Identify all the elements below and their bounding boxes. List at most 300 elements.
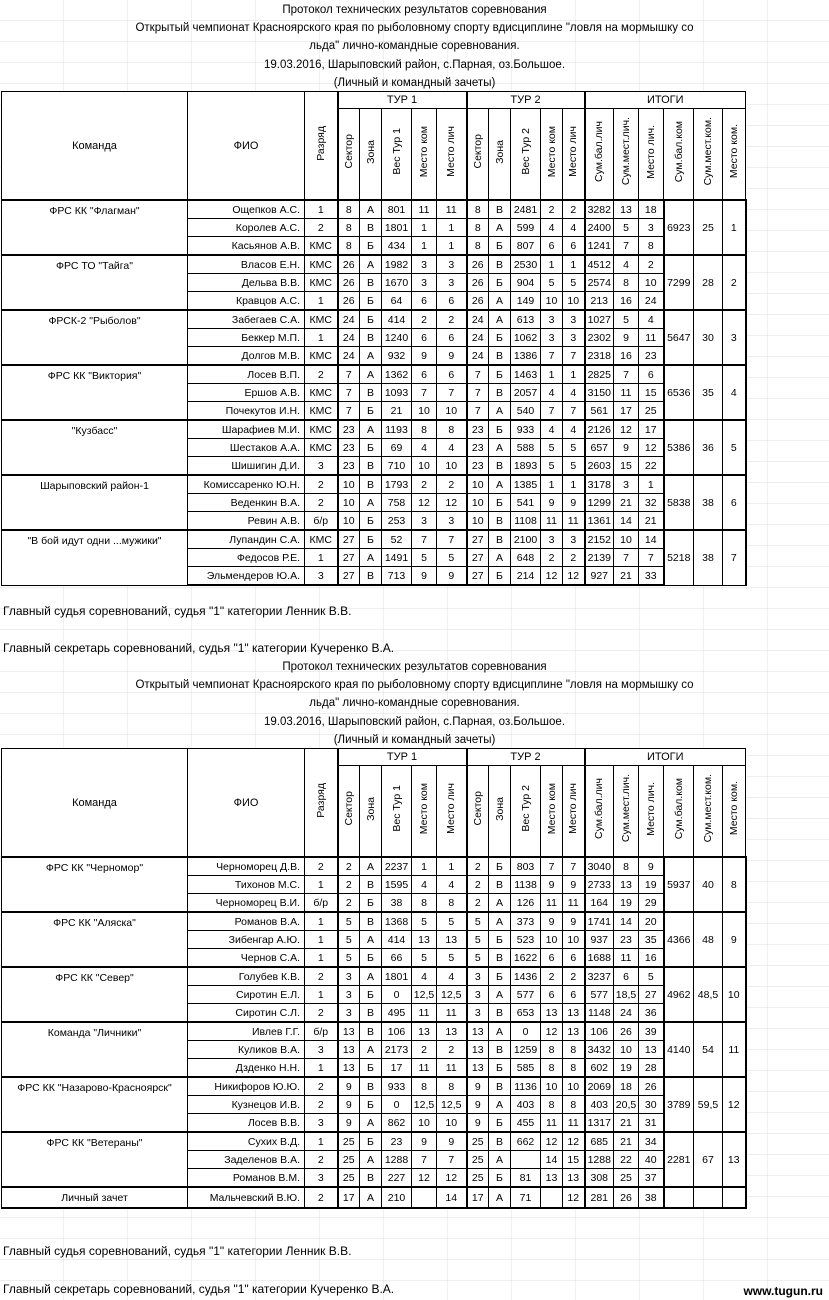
- cell: 7: [563, 857, 585, 876]
- cell: 5: [541, 439, 563, 457]
- col-sum-places-ind: [614, 766, 639, 858]
- cell: 1670: [382, 274, 412, 292]
- cell: 6: [563, 986, 585, 1004]
- cell: 2574: [585, 274, 614, 292]
- cell: 13: [614, 200, 639, 219]
- participant-name: Шишигин Д.И.: [188, 457, 305, 476]
- cell: 38: [639, 1187, 664, 1208]
- cell: 9: [563, 876, 585, 894]
- participant-name: Сиротин С.Л.: [188, 1004, 305, 1023]
- cell: А: [360, 1187, 382, 1208]
- cell: 19: [639, 876, 664, 894]
- cell: 22: [614, 1151, 639, 1169]
- col-rank-label: Разряд: [314, 782, 327, 818]
- team-place: [723, 1187, 746, 1208]
- cell: 1622: [511, 949, 541, 968]
- cell: КМС: [305, 402, 338, 421]
- team-sum-places: 30: [694, 310, 723, 365]
- team-name: ФРС КК "Ветераны": [2, 1132, 188, 1187]
- championship-line-2: льда" лично-командные соревнования.: [309, 40, 520, 53]
- cell: 1: [305, 292, 338, 311]
- cell: Б: [489, 857, 511, 876]
- cell: 11: [541, 894, 563, 913]
- team-sum-points: 5386: [664, 420, 694, 475]
- cell: 3: [541, 310, 563, 329]
- cell: 14: [541, 1151, 563, 1169]
- participant-name: Касьянов А.В.: [188, 237, 305, 256]
- participant-name: Беккер М.П.: [188, 329, 305, 347]
- cell: 34: [639, 1132, 664, 1151]
- cell: 5: [541, 274, 563, 292]
- cell: 713: [382, 567, 412, 586]
- col-sum-points-team-label: Сум.бал.ком: [672, 777, 685, 840]
- cell: 24: [639, 292, 664, 311]
- participant-name: Черноморец В.И.: [188, 894, 305, 913]
- cell: 18: [614, 1077, 639, 1096]
- cell: 8: [437, 894, 467, 913]
- cell: 2: [563, 549, 585, 567]
- cell: 2173: [382, 1041, 412, 1059]
- cell: КМС: [305, 347, 338, 366]
- cell: 1: [437, 219, 467, 237]
- cell: В: [489, 1041, 511, 1059]
- cell: 2400: [585, 219, 614, 237]
- cell: 1: [305, 949, 338, 968]
- cell: 26: [467, 255, 489, 274]
- cell: 10: [467, 494, 489, 512]
- cell: 3: [541, 530, 563, 549]
- cell: 7: [614, 549, 639, 567]
- cell: 12: [437, 494, 467, 512]
- cell: А: [360, 1151, 382, 1169]
- cell: 13: [412, 1022, 437, 1041]
- participant-name: Никифоров Ю.Ю.: [188, 1077, 305, 1096]
- participant-name: Эльмендеров Ю.А.: [188, 567, 305, 586]
- protocol-header-2: [0, 658, 829, 749]
- cell: 13: [541, 1169, 563, 1188]
- cell: 2: [563, 967, 585, 986]
- cell: А: [489, 402, 511, 421]
- cell: 253: [382, 512, 412, 531]
- cell: 10: [412, 457, 437, 476]
- cell: 0: [511, 1022, 541, 1041]
- competition-type: (Личный и командный зачеты): [333, 733, 496, 746]
- participant-name: Мальчевский В.Ю.: [188, 1187, 305, 1208]
- cell: А: [360, 255, 382, 274]
- team-sum-points: 4962: [664, 967, 694, 1022]
- cell: 3: [437, 255, 467, 274]
- cell: 12: [563, 567, 585, 586]
- cell: 373: [511, 912, 541, 931]
- participant-name: Кузнецов И.В.: [188, 1096, 305, 1114]
- cell: 32: [639, 494, 664, 512]
- cell: 25: [614, 1169, 639, 1188]
- cell: 12,5: [412, 1096, 437, 1114]
- cell: 6: [437, 329, 467, 347]
- cell: [412, 1187, 437, 1208]
- cell: 2603: [585, 457, 614, 476]
- participant-name: Лосев В.П.: [188, 365, 305, 384]
- participant-name: Шарафиев М.И.: [188, 420, 305, 439]
- cell: Б: [360, 949, 382, 968]
- cell: 3: [305, 1169, 338, 1188]
- cell: 23: [338, 457, 360, 476]
- cell: 1361: [585, 512, 614, 531]
- cell: 3150: [585, 384, 614, 402]
- cell: 2: [412, 1041, 437, 1059]
- cell: 7: [412, 384, 437, 402]
- cell: 9: [614, 439, 639, 457]
- cell: А: [489, 549, 511, 567]
- cell: 2318: [585, 347, 614, 366]
- cell: 9: [563, 494, 585, 512]
- participant-name: Дзденко Н.Н.: [188, 1059, 305, 1078]
- cell: 7: [412, 530, 437, 549]
- cell: 3: [338, 1004, 360, 1023]
- championship-line-1: Открытый чемпионат Красноярского края по рыболовному спорту вдисциплине "ловля на мормышку со: [135, 679, 694, 692]
- cell: 11: [541, 512, 563, 531]
- team-sum-places: 36: [694, 420, 723, 475]
- cell: 7: [412, 1151, 437, 1169]
- cell: 30: [639, 1096, 664, 1114]
- cell: В: [360, 876, 382, 894]
- cell: 10: [563, 1077, 585, 1096]
- col-totals: ИТОГИ: [585, 749, 746, 766]
- cell: 540: [511, 402, 541, 421]
- cell: 26: [338, 274, 360, 292]
- cell: 7: [437, 530, 467, 549]
- cell: 24: [467, 347, 489, 366]
- table-row: [2, 1187, 746, 1208]
- cell: 9: [437, 567, 467, 586]
- cell: В: [360, 1169, 382, 1188]
- cell: 14: [437, 1187, 467, 1208]
- cell: 1801: [382, 967, 412, 986]
- cell: Б: [360, 292, 382, 311]
- team-place: 7: [723, 530, 746, 585]
- cell: 13: [563, 1022, 585, 1041]
- col-place-ind-2-label: Место лич: [567, 126, 580, 177]
- cell: 12,5: [412, 986, 437, 1004]
- cell: В: [489, 255, 511, 274]
- cell: 8: [467, 237, 489, 256]
- col-place-ind-2: [563, 766, 585, 858]
- cell: В: [360, 457, 382, 476]
- col-zone-2: [489, 109, 511, 201]
- cell: 4: [541, 420, 563, 439]
- team-place: 12: [723, 1077, 746, 1132]
- cell: В: [489, 1132, 511, 1151]
- cell: Б: [489, 1114, 511, 1133]
- cell: А: [360, 494, 382, 512]
- cell: 2825: [585, 365, 614, 384]
- cell: 23: [639, 347, 664, 366]
- cell: 932: [382, 347, 412, 366]
- cell: 8: [563, 1096, 585, 1114]
- cell: 1893: [511, 457, 541, 476]
- cell: 5: [563, 439, 585, 457]
- cell: Б: [489, 329, 511, 347]
- cell: 7: [467, 384, 489, 402]
- col-sum-points-ind-label: Сум.бал.лич: [593, 778, 606, 839]
- cell: 3: [305, 457, 338, 476]
- team-place: 10: [723, 967, 746, 1022]
- cell: 12: [412, 494, 437, 512]
- cell: 3: [412, 512, 437, 531]
- cell: 11: [563, 512, 585, 531]
- col-weight-2-label: Вес Тур 2: [519, 128, 532, 175]
- col-sector-1-label: Сектор: [342, 134, 355, 169]
- cell: В: [489, 512, 511, 531]
- cell: 1: [412, 237, 437, 256]
- cell: 15: [614, 457, 639, 476]
- cell: 1299: [585, 494, 614, 512]
- cell: 0: [382, 986, 412, 1004]
- cell: 2: [639, 255, 664, 274]
- cell: 2: [305, 1187, 338, 1208]
- cell: 1148: [585, 1004, 614, 1023]
- cell: 6: [541, 237, 563, 256]
- cell: 8: [639, 237, 664, 256]
- cell: Б: [360, 894, 382, 913]
- cell: 1108: [511, 512, 541, 531]
- cell: 2139: [585, 549, 614, 567]
- cell: 9: [338, 1077, 360, 1096]
- cell: 4: [563, 384, 585, 402]
- participant-name: Сиротин Е.Л.: [188, 986, 305, 1004]
- cell: 8: [338, 219, 360, 237]
- table-row: [2, 200, 746, 219]
- cell: 7: [563, 347, 585, 366]
- col-place-team-total: [723, 109, 746, 201]
- cell: КМС: [305, 420, 338, 439]
- col-weight-2: [511, 109, 541, 201]
- col-place-team-2: [541, 109, 563, 201]
- cell: 3: [563, 530, 585, 549]
- cell: А: [360, 931, 382, 949]
- cell: 17: [467, 1187, 489, 1208]
- cell: 281: [585, 1187, 614, 1208]
- cell: 1: [563, 475, 585, 494]
- participant-name: Ивлев Г.Г.: [188, 1022, 305, 1041]
- cell: 10: [639, 274, 664, 292]
- cell: 8: [563, 1041, 585, 1059]
- cell: 26: [467, 292, 489, 311]
- col-weight-1: [382, 766, 412, 858]
- cell: 6: [412, 365, 437, 384]
- cell: 23: [467, 439, 489, 457]
- cell: 26: [639, 1077, 664, 1096]
- team-sum-points: 2281: [664, 1132, 694, 1187]
- col-sum-points-ind: [585, 109, 614, 201]
- cell: 2152: [585, 530, 614, 549]
- cell: 1: [639, 475, 664, 494]
- cell: 803: [511, 857, 541, 876]
- cell: 1241: [585, 237, 614, 256]
- cell: 2: [305, 475, 338, 494]
- cell: 13: [467, 1022, 489, 1041]
- cell: 12: [437, 1169, 467, 1188]
- cell: 31: [639, 1114, 664, 1133]
- cell: 13: [412, 931, 437, 949]
- competition-type: (Личный и командный зачеты): [333, 76, 496, 89]
- cell: 599: [511, 219, 541, 237]
- cell: 7: [541, 347, 563, 366]
- cell: 9: [563, 912, 585, 931]
- cell: КМС: [305, 310, 338, 329]
- cell: А: [489, 1151, 511, 1169]
- participant-name: Веденкин В.А.: [188, 494, 305, 512]
- col-weight-1-label: Вес Тур 1: [390, 785, 403, 832]
- protocol-title: Протокол технических результатов соревнования: [282, 661, 547, 673]
- cell: 11: [437, 200, 467, 219]
- col-place-ind-total: [639, 109, 664, 201]
- cell: 1793: [382, 475, 412, 494]
- cell: 937: [585, 931, 614, 949]
- cell: 0: [382, 1096, 412, 1114]
- cell: 10: [338, 512, 360, 531]
- cell: 1: [412, 219, 437, 237]
- cell: 14: [614, 512, 639, 531]
- cell: 1: [305, 1132, 338, 1151]
- team-name: ФРС КК "Аляска": [2, 912, 188, 967]
- cell: 2126: [585, 420, 614, 439]
- cell: 1: [541, 365, 563, 384]
- cell: 5: [338, 912, 360, 931]
- cell: 27: [338, 530, 360, 549]
- cell: 1688: [585, 949, 614, 968]
- col-weight-2-label: Вес Тур 2: [519, 785, 532, 832]
- cell: 10: [437, 1114, 467, 1133]
- cell: Б: [489, 967, 511, 986]
- col-sum-places-team-label: Сум.мест.ком.: [702, 774, 714, 843]
- cell: 3: [639, 219, 664, 237]
- cell: 1362: [382, 365, 412, 384]
- cell: 13: [541, 1004, 563, 1023]
- cell: Б: [489, 494, 511, 512]
- cell: 9: [467, 1114, 489, 1133]
- cell: А: [360, 967, 382, 986]
- cell: 10: [614, 1041, 639, 1059]
- cell: А: [489, 894, 511, 913]
- cell: 653: [511, 1004, 541, 1023]
- cell: В: [489, 1004, 511, 1023]
- team-name: ФРС ТО "Тайга": [2, 255, 188, 310]
- cell: 648: [511, 549, 541, 567]
- cell: 6: [614, 967, 639, 986]
- col-zone-1: [360, 109, 382, 201]
- cell: В: [360, 219, 382, 237]
- cell: б/р: [305, 1022, 338, 1041]
- cell: 13: [338, 1022, 360, 1041]
- cell: 11: [437, 1004, 467, 1023]
- col-sum-places-team-label: Сум.мест.ком.: [702, 117, 714, 186]
- cell: 6: [639, 365, 664, 384]
- cell: А: [489, 219, 511, 237]
- cell: 5: [412, 949, 437, 968]
- cell: 8: [338, 200, 360, 219]
- cell: 5: [467, 931, 489, 949]
- cell: 4: [563, 420, 585, 439]
- cell: Б: [360, 1096, 382, 1114]
- cell: 19: [614, 1059, 639, 1078]
- cell: А: [360, 549, 382, 567]
- col-sum-points-team: [664, 766, 694, 858]
- col-tour-1: ТУР 1: [338, 749, 467, 766]
- cell: 26: [614, 1022, 639, 1041]
- col-place-ind-total-label: Место лич.: [645, 124, 657, 179]
- cell: 3178: [585, 475, 614, 494]
- cell: 24: [338, 310, 360, 329]
- col-sector-2-label: Сектор: [471, 791, 484, 826]
- cell: 2: [541, 200, 563, 219]
- cell: 9: [614, 329, 639, 347]
- team-sum-places: 54: [694, 1022, 723, 1077]
- cell: 4: [563, 219, 585, 237]
- cell: 1193: [382, 420, 412, 439]
- cell: В: [360, 567, 382, 586]
- col-rank: [305, 749, 338, 858]
- col-sector-2: [467, 109, 489, 201]
- cell: 24: [467, 329, 489, 347]
- cell: 1463: [511, 365, 541, 384]
- site-watermark: www.tugun.ru: [743, 1284, 823, 1298]
- team-name: ФРС КК "Север": [2, 967, 188, 1022]
- team-place: 11: [723, 1022, 746, 1077]
- cell: 12: [639, 439, 664, 457]
- cell: 577: [585, 986, 614, 1004]
- cell: 3: [412, 255, 437, 274]
- cell: 9: [541, 912, 563, 931]
- cell: А: [489, 292, 511, 311]
- cell: 13: [467, 1041, 489, 1059]
- col-place-team-total-label: Место ком.: [728, 781, 741, 836]
- team-name: Шарыповский район-1: [2, 475, 188, 530]
- col-sector-2-label: Сектор: [471, 134, 484, 169]
- cell: 1: [437, 857, 467, 876]
- cell: КМС: [305, 237, 338, 256]
- cell: 1: [305, 912, 338, 931]
- cell: В: [360, 274, 382, 292]
- cell: 9: [437, 1132, 467, 1151]
- cell: 17: [382, 1059, 412, 1078]
- team-name: ФРСК-2 "Рыболов": [2, 310, 188, 365]
- cell: 5: [412, 912, 437, 931]
- results-table-2: [1, 748, 747, 1209]
- cell: 7: [614, 237, 639, 256]
- cell: 8: [437, 1077, 467, 1096]
- cell: 8: [338, 237, 360, 256]
- cell: 3: [467, 967, 489, 986]
- cell: 13: [338, 1059, 360, 1078]
- cell: 27: [467, 530, 489, 549]
- cell: 904: [511, 274, 541, 292]
- cell: 11: [614, 949, 639, 968]
- col-place-ind-1-label: Место лич: [445, 126, 458, 177]
- cell: В: [360, 329, 382, 347]
- col-weight-1: [382, 109, 412, 201]
- cell: 29: [639, 894, 664, 913]
- cell: 2057: [511, 384, 541, 402]
- table-row: [2, 857, 746, 876]
- cell: 9: [467, 1096, 489, 1114]
- cell: 2: [305, 494, 338, 512]
- cell: 1595: [382, 876, 412, 894]
- team-place: 3: [723, 310, 746, 365]
- cell: 4: [437, 967, 467, 986]
- col-zone-2: [489, 766, 511, 858]
- cell: 126: [511, 894, 541, 913]
